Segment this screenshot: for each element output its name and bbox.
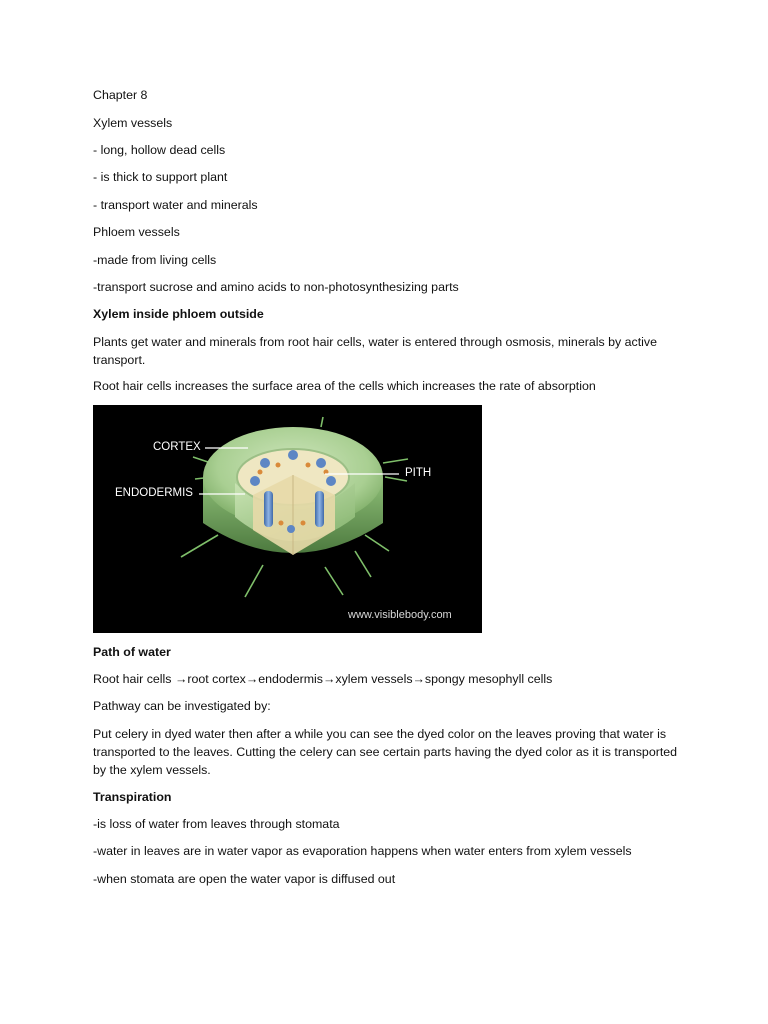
phloem-heading: Phloem vessels [93,225,180,239]
uptake-paragraph: Plants get water and minerals from root hair cells, water is entered through osmosis, minerals by active transport. [93,335,658,367]
label-cortex: CORTEX [153,441,201,453]
chapter-title: Chapter 8 [93,88,148,102]
vessel-right [315,491,324,527]
transpiration-point: -is loss of water from leaves through stomata [93,817,340,831]
pathway-line: Pathway can be investigated by: [93,699,271,713]
path-heading: Path of water [93,645,171,659]
position-note: Xylem inside phloem outside [93,307,264,321]
transpiration-point: -when stomata are open the water vapor is diffused out [93,872,396,886]
phloem-point: -transport sucrose and amino acids to non-photosynthesizing parts [93,280,459,294]
vessel-left [264,491,273,527]
xylem-heading: Xylem vessels [93,116,173,130]
root-cross-section-illustration [93,405,482,633]
label-endodermis: ENDODERMIS [115,487,193,499]
xylem-point: - long, hollow dead cells [93,143,226,157]
image-credit: www.visiblebody.com [348,609,452,621]
phloem-point: -made from living cells [93,253,217,267]
label-pith: PITH [405,467,432,479]
transpiration-heading: Transpiration [93,790,172,804]
xylem-point: - transport water and minerals [93,198,258,212]
root-cross-section-figure [93,405,482,633]
root-hair-paragraph: Root hair cells increases the surface area of the cells which increases the rate of absorption [93,379,596,393]
celery-paragraph: Put celery in dyed water then after a while you can see the dyed color on the leaves proving that water is transported to the leaves. Cutting the celery can see certain parts having the dyed color as it is transported by the xylem vessels. [93,727,678,777]
path-line: Root hair cells →root cortex→endodermis→xylem vessels→spongy mesophyll cells [93,672,553,686]
xylem-point: - is thick to support plant [93,170,228,184]
transpiration-point: -water in leaves are in water vapor as evaporation happens when water enters from xylem vessels [93,844,632,858]
